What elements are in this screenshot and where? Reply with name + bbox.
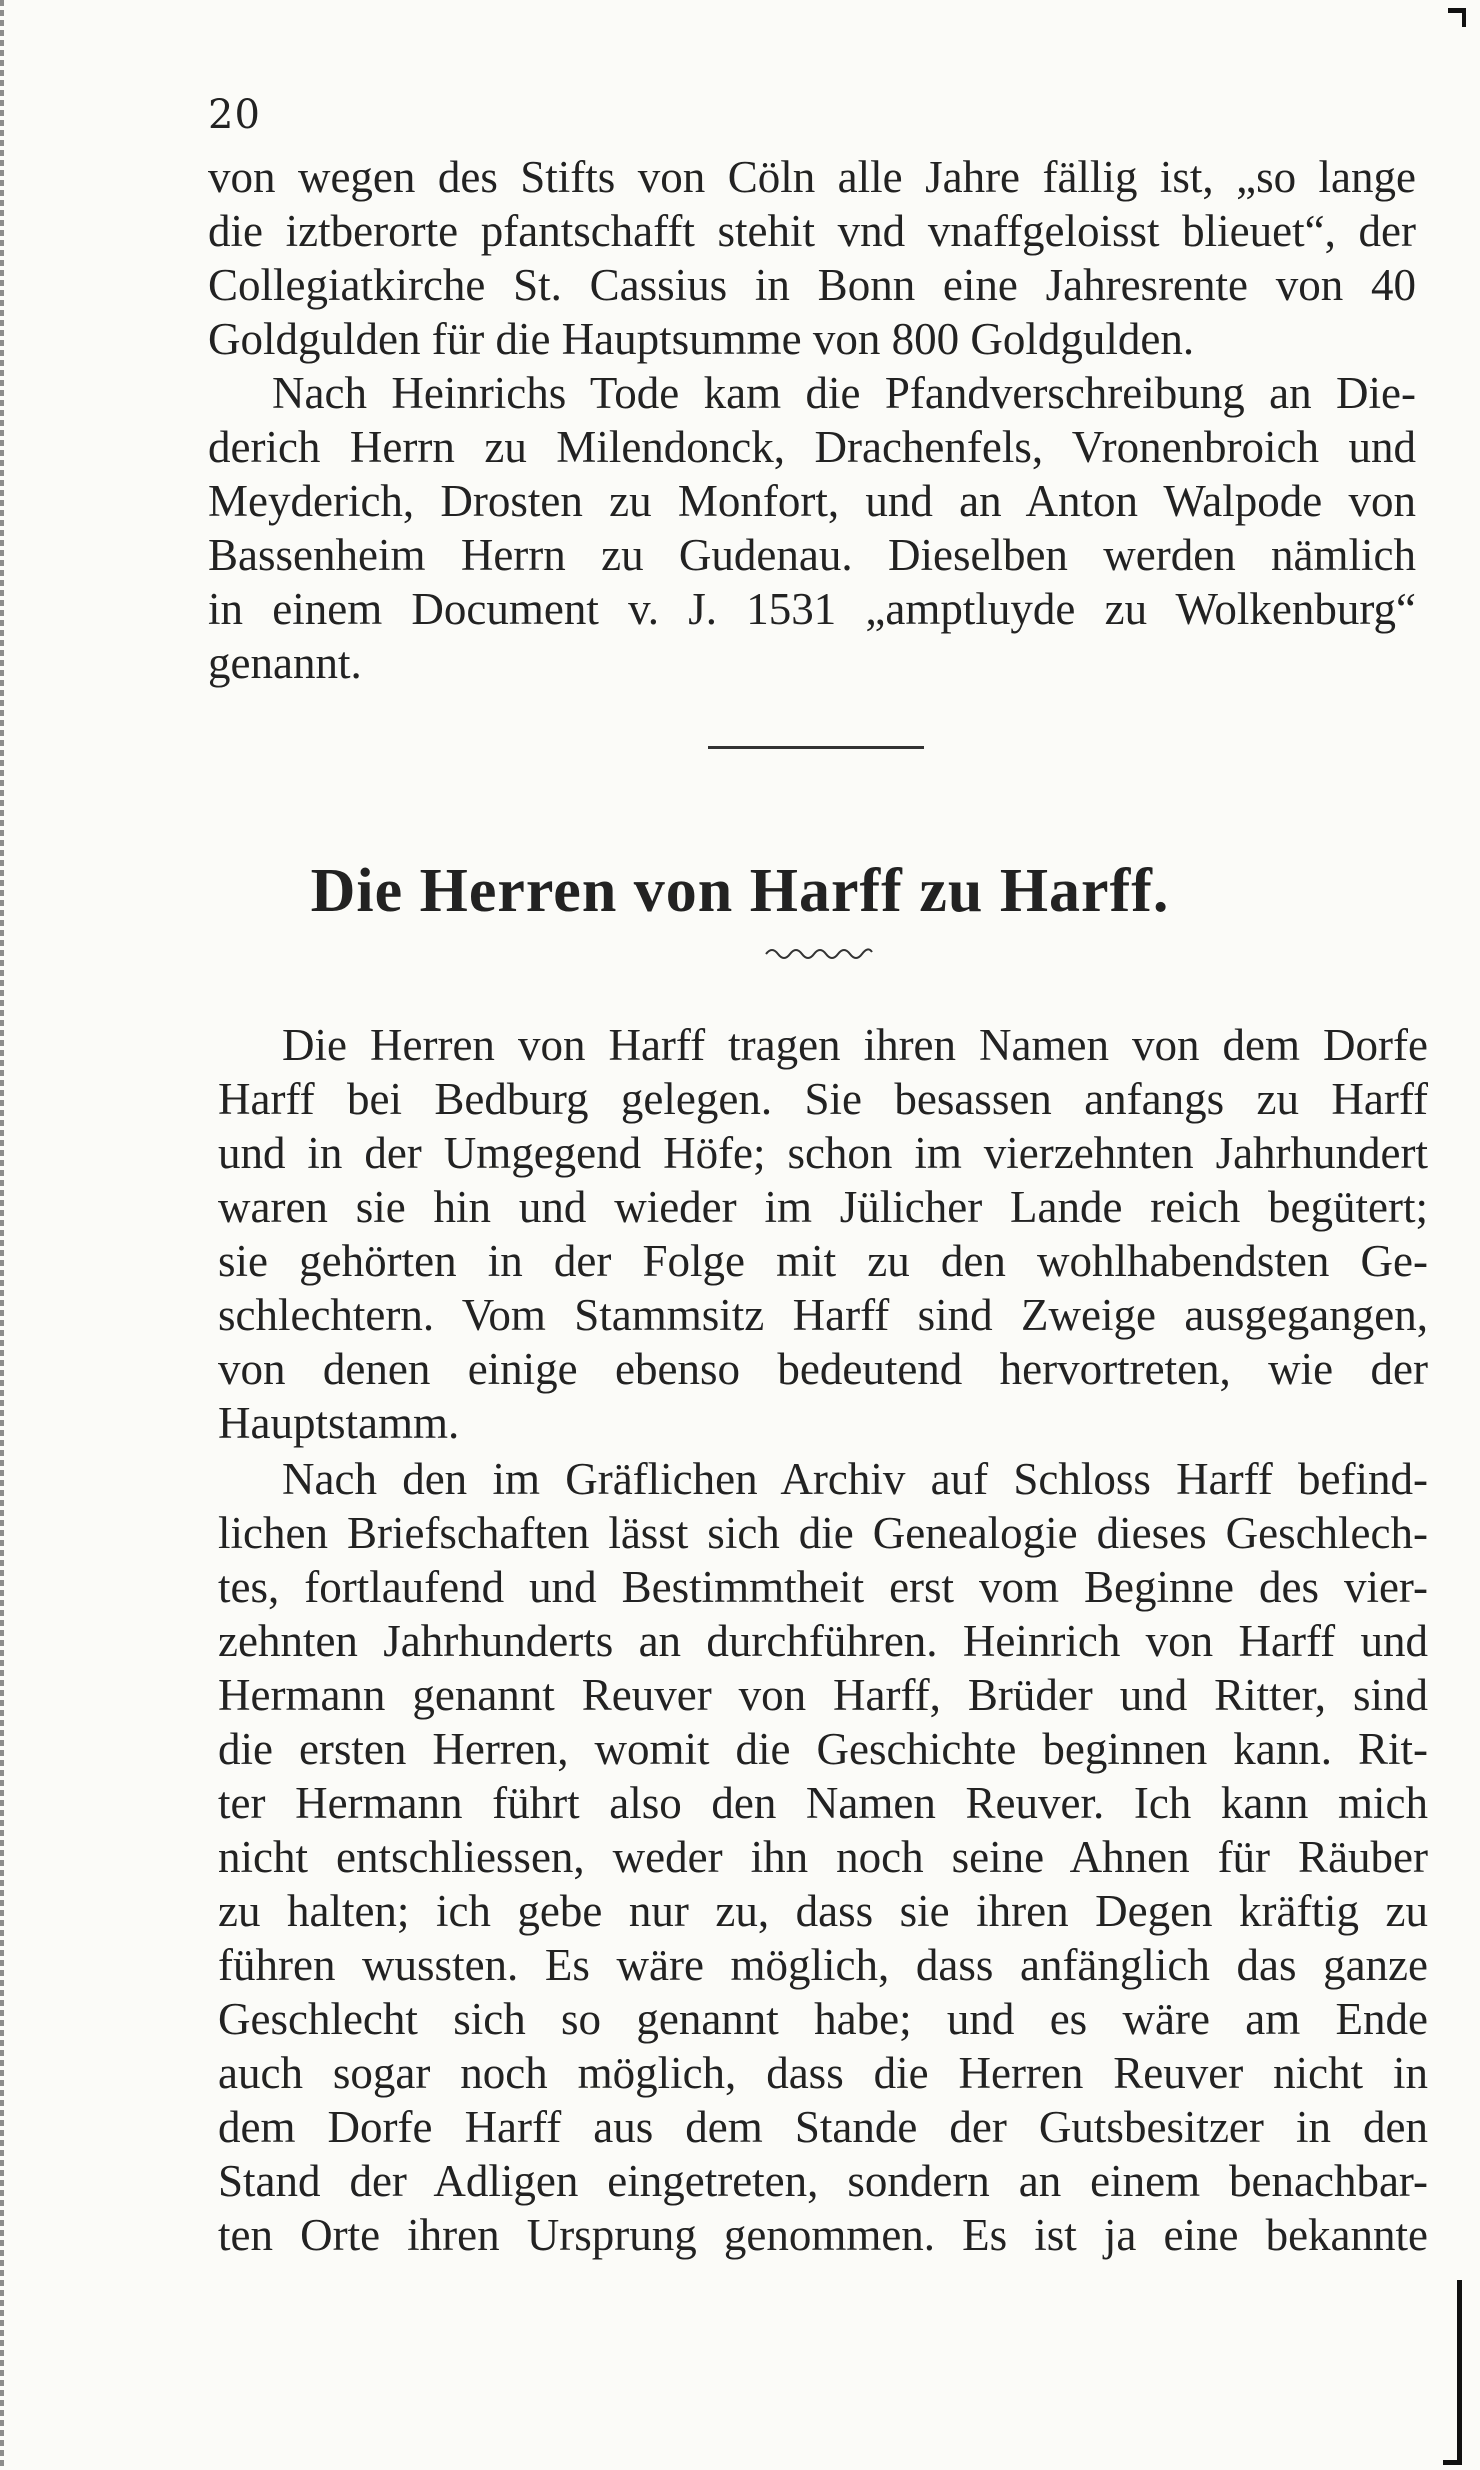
page-number: 20 (208, 92, 261, 138)
section-divider (708, 746, 924, 749)
text-line: Meyderich, Drosten zu Monfort, und an Anton Walpode von (208, 476, 1416, 526)
text-line: Hermann genannt Reuver von Harff, Brüder und Ritter, sind (218, 1670, 1428, 1720)
text-line: ten Orte ihren Ursprung genommen. Es ist ja eine bekannte (218, 2210, 1428, 2260)
text-line: Hauptstamm. (218, 1398, 460, 1448)
text-line: zehnten Jahrhunderts an durchführen. Heinrich von Harff und (218, 1616, 1428, 1666)
text-line: Harff bei Bedburg gelegen. Sie besassen anfangs zu Harff (218, 1074, 1428, 1124)
page-edge-left (0, 0, 4, 2470)
text-line: die iztberorte pfantschafft stehit vnd vnaffgeloisst blieuet“, der (208, 206, 1416, 256)
text-line: Stand der Adligen eingetreten, sondern an einem benachbar- (218, 2156, 1428, 2206)
text-line: Die Herren von Harff tragen ihren Namen von dem Dorfe (282, 1020, 1428, 1070)
text-line: nicht entschliessen, weder ihn noch seine Ahnen für Räuber (218, 1832, 1428, 1882)
chapter-title: Die Herren von Harff zu Harff. (310, 857, 1170, 925)
text-line: die ersten Herren, womit die Geschichte beginnen kann. Rit- (218, 1724, 1428, 1774)
text-line: Nach den im Gräflichen Archiv auf Schloss Harff befind- (282, 1454, 1428, 1504)
text-line: genannt. (208, 638, 362, 688)
text-line: lichen Briefschaften lässt sich die Genealogie dieses Geschlech- (218, 1508, 1428, 1558)
text-line: in einem Document v. J. 1531 „amptluyde zu Wolkenburg“ (208, 584, 1416, 634)
wave-ornament-icon (764, 944, 874, 960)
text-line: derich Herrn zu Milendonck, Drachenfels, Vronenbroich und (208, 422, 1416, 472)
text-line: Collegiatkirche St. Cassius in Bonn eine Jahresrente von 40 (208, 260, 1416, 310)
text-line: waren sie hin und wieder im Jülicher Lande reich begütert; (218, 1182, 1428, 1232)
text-line: und in der Umgegend Höfe; schon im vierzehnten Jahrhundert (218, 1128, 1428, 1178)
text-line: von wegen des Stifts von Cöln alle Jahre fällig ist, „so lange (208, 152, 1416, 202)
scan-bracket-top (1448, 8, 1466, 27)
text-line: zu halten; ich gebe nur zu, dass sie ihren Degen kräftig zu (218, 1886, 1428, 1936)
text-line: Geschlecht sich so genannt habe; und es wäre am Ende (218, 1994, 1428, 2044)
text-line: führen wussten. Es wäre möglich, dass anfänglich das ganze (218, 1940, 1428, 1990)
text-line: dem Dorfe Harff aus dem Stande der Gutsbesitzer in den (218, 2102, 1428, 2152)
text-line: Goldgulden für die Hauptsumme von 800 Goldgulden. (208, 314, 1195, 364)
scan-bracket-bottom (1443, 2280, 1462, 2465)
text-line: schlechtern. Vom Stammsitz Harff sind Zweige ausgegangen, (218, 1290, 1428, 1340)
text-line: tes, fortlaufend und Bestimmtheit erst vom Beginne des vier- (218, 1562, 1428, 1612)
text-line: Bassenheim Herrn zu Gudenau. Dieselben werden nämlich (208, 530, 1416, 580)
text-line: von denen einige ebenso bedeutend hervortreten, wie der (218, 1344, 1428, 1394)
text-line: ter Hermann führt also den Namen Reuver. Ich kann mich (218, 1778, 1428, 1828)
text-line: sie gehörten in der Folge mit zu den wohlhabendsten Ge- (218, 1236, 1428, 1286)
text-line: auch sogar noch möglich, dass die Herren Reuver nicht in (218, 2048, 1428, 2098)
text-line: Nach Heinrichs Tode kam die Pfandverschreibung an Die- (272, 368, 1416, 418)
